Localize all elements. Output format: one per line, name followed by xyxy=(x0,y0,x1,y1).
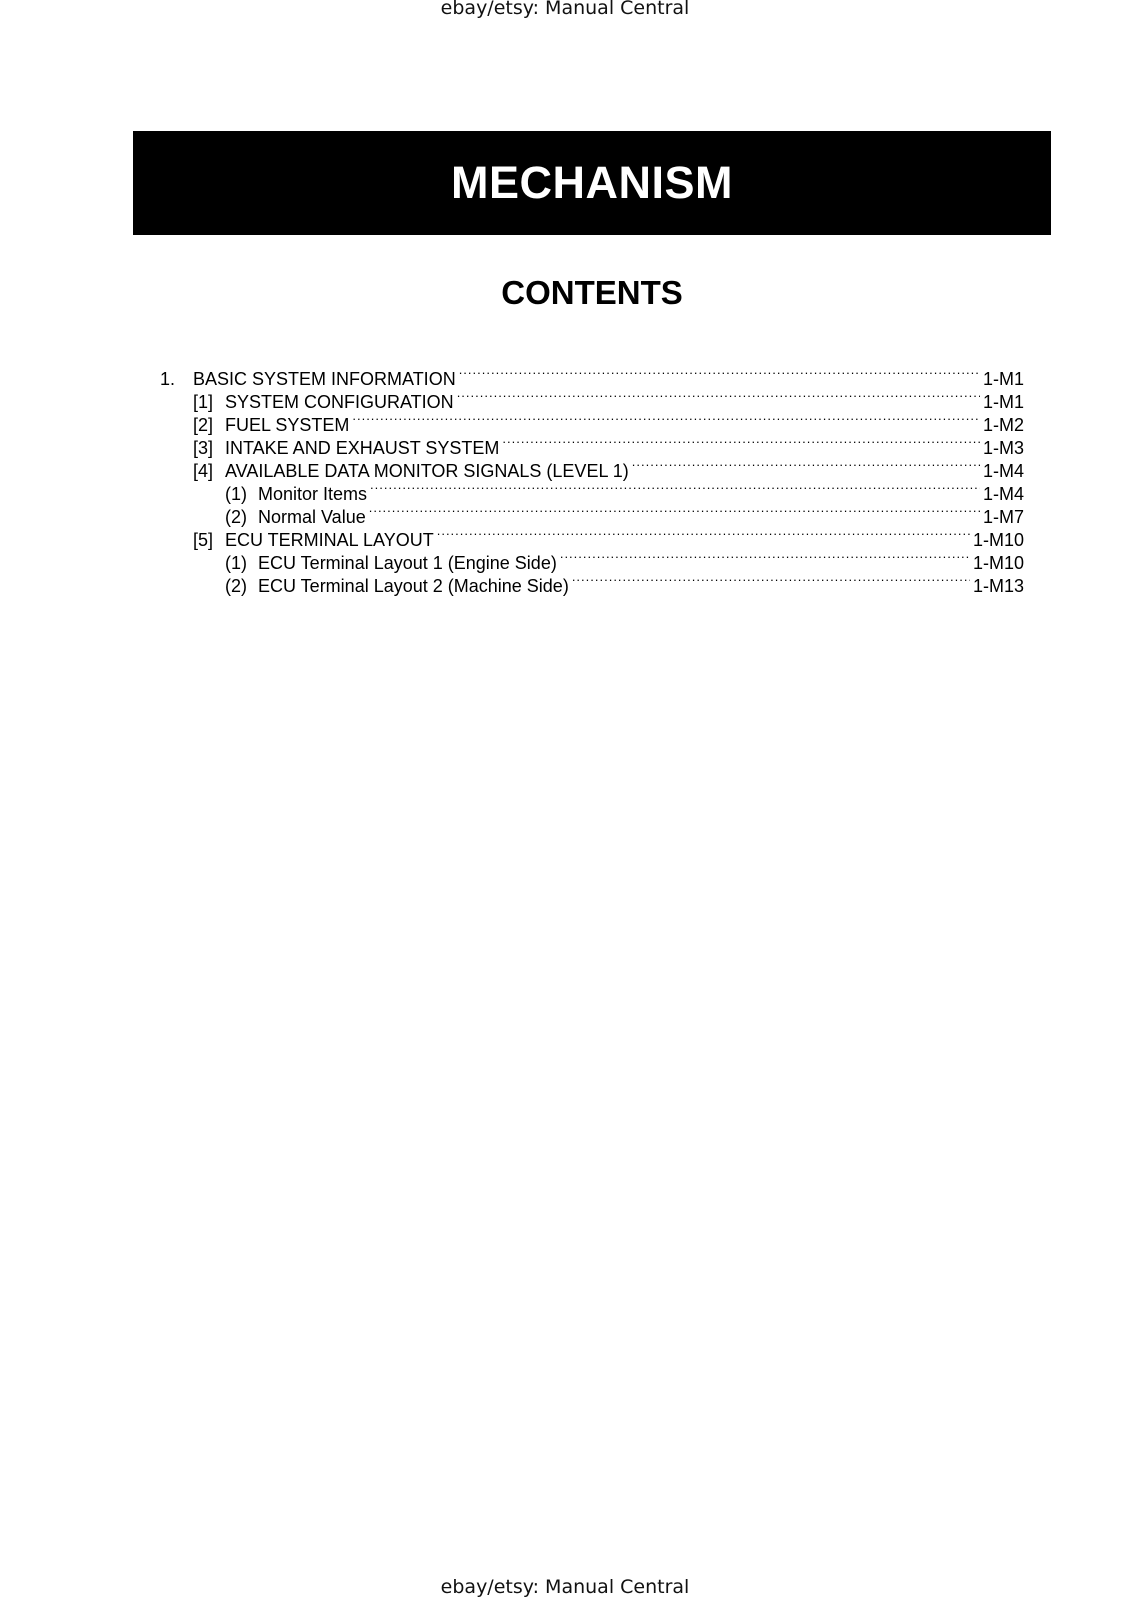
toc-entry-number: (2) xyxy=(225,507,247,527)
toc-entry-label: SYSTEM CONFIGURATION xyxy=(225,392,454,412)
toc-entry-page: 1-M1 xyxy=(982,392,1024,412)
toc-entry-label: Normal Value xyxy=(258,507,366,527)
toc-entry-label: INTAKE AND EXHAUST SYSTEM xyxy=(225,438,500,458)
dot-leader xyxy=(369,500,980,523)
toc-entry-page: 1-M4 xyxy=(982,461,1024,481)
toc-entry-page: 1-M4 xyxy=(982,484,1024,504)
toc-entry-number: 1. xyxy=(160,369,176,389)
toc-entry-label: BASIC SYSTEM INFORMATION xyxy=(193,369,456,389)
toc-entry-page: 1-M13 xyxy=(972,576,1024,596)
dot-leader xyxy=(502,431,980,454)
toc-entry-page: 1-M10 xyxy=(972,530,1024,550)
toc-entry-page: 1-M2 xyxy=(982,415,1024,435)
dot-leader xyxy=(457,385,980,408)
toc-entry-number: (2) xyxy=(225,576,247,596)
dot-leader xyxy=(459,362,980,385)
section-title: MECHANISM xyxy=(451,157,733,208)
toc-entry-label: ECU Terminal Layout 1 (Engine Side) xyxy=(258,553,557,573)
toc-entry-number: [5] xyxy=(193,530,214,550)
toc-entry-number: [4] xyxy=(193,461,214,481)
toc-entry-number: (1) xyxy=(225,484,247,504)
toc-entry-label: ECU TERMINAL LAYOUT xyxy=(225,530,434,550)
watermark-top: ebay/etsy: Manual Central xyxy=(440,0,690,19)
section-banner xyxy=(133,131,1051,235)
toc-entry-page: 1-M7 xyxy=(982,507,1024,527)
toc-entry-label: AVAILABLE DATA MONITOR SIGNALS (LEVEL 1) xyxy=(225,461,629,481)
dot-leader xyxy=(437,523,970,546)
toc-entry-number: [1] xyxy=(193,392,214,412)
toc-entry-label: ECU Terminal Layout 2 (Machine Side) xyxy=(258,576,569,596)
toc-entry[interactable] xyxy=(160,362,1024,389)
dot-leader xyxy=(572,569,970,592)
dot-leader xyxy=(560,546,970,569)
contents-heading: CONTENTS xyxy=(501,274,683,311)
watermark-bottom: ebay/etsy: Manual Central xyxy=(440,1576,690,1598)
toc-entry-page: 1-M10 xyxy=(972,553,1024,573)
toc-entry-page: 1-M3 xyxy=(982,438,1024,458)
toc-entry-label: FUEL SYSTEM xyxy=(225,415,350,435)
dot-leader xyxy=(632,454,980,477)
table-of-contents xyxy=(160,362,1024,596)
dot-leader xyxy=(352,408,980,431)
toc-entry-label: Monitor Items xyxy=(258,484,368,504)
dot-leader xyxy=(370,477,980,500)
toc-entry-page: 1-M1 xyxy=(982,369,1024,389)
toc-entry-number: (1) xyxy=(225,553,247,573)
toc-entry-number: [2] xyxy=(193,415,214,435)
toc-entry-number: [3] xyxy=(193,438,214,458)
